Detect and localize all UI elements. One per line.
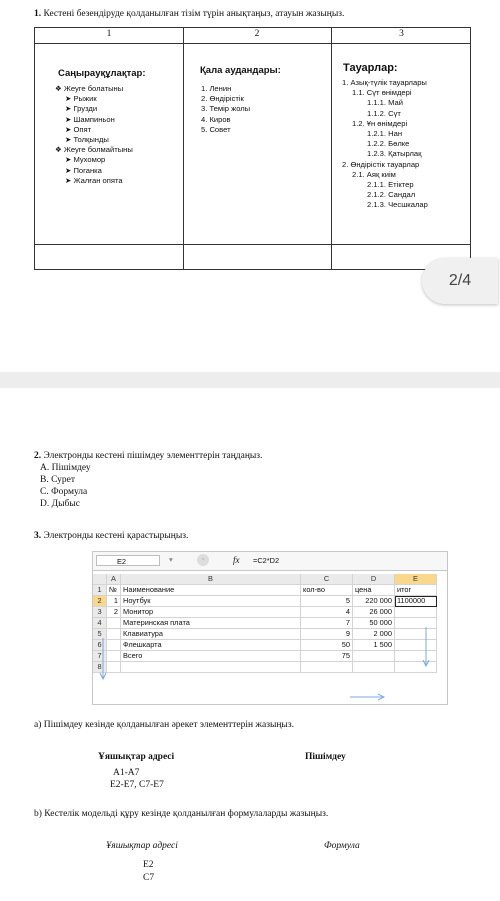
- list-item: 1.1.2. Сүт: [367, 108, 401, 118]
- name-box[interactable]: E2: [96, 555, 160, 566]
- district-list: [201, 84, 250, 135]
- row-header[interactable]: 3: [93, 607, 107, 618]
- list-item: 1. Ленин: [201, 84, 232, 93]
- dropdown-icon[interactable]: ▾: [169, 555, 173, 564]
- sheet-cell[interactable]: №: [107, 585, 121, 596]
- task1-title-text: Кестені безендіруде қолданылған тізім түрін анықтаңыз, атауын жазыңыз.: [43, 9, 345, 19]
- list-item: ➤ Опят: [65, 124, 92, 134]
- list-item: ➤ Жалған опята: [65, 175, 123, 185]
- sheet-cell[interactable]: Клавиатура: [121, 629, 301, 640]
- sheet-cell[interactable]: 2 000: [353, 629, 395, 640]
- column-number-3: 3: [399, 29, 404, 39]
- goods-list: [342, 78, 428, 211]
- list-item: ➤ Шампиньон: [65, 114, 115, 124]
- part-b-address-2: C7: [143, 873, 155, 883]
- list-item: 2. Өндірістік: [201, 94, 244, 104]
- task1-number: 1.: [34, 9, 42, 19]
- sheet-cell[interactable]: 50: [301, 640, 353, 651]
- row-header[interactable]: 8: [93, 662, 107, 673]
- sheet-cell[interactable]: Монитор: [121, 607, 301, 618]
- sheet-cell[interactable]: 50 000: [353, 618, 395, 629]
- list-item: ➤ Поганка: [65, 165, 102, 175]
- sheet-cell[interactable]: Материнская плата: [121, 618, 301, 629]
- list-item: 1.1.1. Май: [367, 98, 403, 108]
- list-item: 4. Киров: [201, 114, 231, 124]
- sheet-cell[interactable]: 7: [301, 618, 353, 629]
- column-number-1: 1: [106, 29, 112, 39]
- sheet-cell[interactable]: Флешкарта: [121, 640, 301, 651]
- list-item: ❖ Жеуге болмайтыны: [55, 145, 133, 155]
- task3-number: 3.: [34, 531, 42, 541]
- list-item: 2.1.3. Чесшкалар: [367, 200, 428, 210]
- districts-heading: Қала аудандары:: [200, 65, 281, 76]
- list-item: ➤ Грузди: [65, 104, 98, 114]
- task2-title: [34, 450, 262, 462]
- mushroom-list: [55, 84, 133, 186]
- column-number-2: 2: [254, 29, 260, 39]
- list-item: 1.2. Ұн өнімдері: [352, 118, 408, 128]
- task2-options: [40, 462, 91, 510]
- fx-icon[interactable]: fx: [233, 555, 240, 565]
- part-b-address-1: E2: [143, 860, 154, 870]
- formula-input[interactable]: =C2*D2: [253, 556, 280, 565]
- option-d: D. Дыбыс: [40, 499, 80, 509]
- sheet-cell[interactable]: 1: [107, 596, 121, 607]
- list-item: 2.1.2. Сандал: [367, 190, 416, 200]
- row-header[interactable]: 2: [93, 596, 107, 607]
- column-header[interactable]: B: [121, 574, 301, 585]
- list-item: 1.2.3. Қатырлақ: [367, 149, 422, 159]
- list-item: 2. Өндірістік тауарлар: [342, 159, 420, 169]
- page-indicator-badge[interactable]: 2/4: [422, 258, 498, 304]
- part-a-format-header: Пішімдеу: [305, 752, 346, 762]
- list-item: 1. Азық-түлік тауарлары: [342, 78, 427, 87]
- task3-title: [34, 530, 188, 542]
- list-item: 1.2.1. Нан: [367, 129, 403, 139]
- sheet-cell[interactable]: 1100000: [395, 596, 437, 607]
- sheet-cell[interactable]: 5: [301, 596, 353, 607]
- column-header[interactable]: C: [301, 574, 353, 585]
- sheet-cell[interactable]: 75: [301, 651, 353, 662]
- option-a: A. Пішімдеу: [40, 463, 91, 473]
- row-header[interactable]: 4: [93, 618, 107, 629]
- list-item: ➤ Мухомор: [65, 155, 106, 165]
- column-header[interactable]: E: [395, 574, 437, 585]
- row-header[interactable]: 1: [93, 585, 107, 596]
- lists-table: [34, 27, 471, 270]
- sheet-cell[interactable]: 9: [301, 629, 353, 640]
- part-b-address-header: Ұяшықтар адресі: [106, 841, 178, 851]
- fill-arrows: [93, 552, 449, 706]
- list-item: 1.2.2. Бөлке: [367, 139, 410, 149]
- column-header[interactable]: D: [353, 574, 395, 585]
- spreadsheet: [92, 551, 448, 705]
- list-item: 2.1. Аяқ киім: [352, 169, 396, 179]
- task3-title-text: Электронды кестені қарастырыңыз.: [43, 531, 189, 541]
- part-b-formula-header: Формула: [324, 841, 360, 851]
- sheet-cell[interactable]: цена: [353, 585, 395, 596]
- mushrooms-heading: Саңырауқұлақтар:: [58, 68, 146, 79]
- task2-number: 2.: [34, 451, 42, 461]
- sheet-cell[interactable]: Всего: [121, 651, 301, 662]
- row-header[interactable]: 6: [93, 640, 107, 651]
- page-separator: [0, 372, 500, 388]
- list-item: ❖ Жеуге болатыны: [55, 84, 124, 93]
- task1-title: [34, 8, 344, 20]
- sheet-cell[interactable]: 1 500: [353, 640, 395, 651]
- list-item: 2.1.1. Етіктер: [367, 180, 414, 190]
- sheet-cell[interactable]: кол-во: [301, 585, 353, 596]
- sheet-cell[interactable]: 220 000: [353, 596, 395, 607]
- part-a-address-header: Ұяшықтар адресі: [98, 752, 175, 762]
- part-b-label: b) Кестелік модельді құру кезінде қолданылған формулаларды жазыңыз.: [34, 809, 329, 819]
- sheet-cell[interactable]: 26 000: [353, 607, 395, 618]
- part-a-address-1: A1-A7: [113, 768, 140, 778]
- list-item: ➤ Рыжик: [65, 94, 97, 104]
- row-header[interactable]: 5: [93, 629, 107, 640]
- task2-title-text: Электронды кестені пішімдеу элементтерін таңдаңыз.: [43, 451, 263, 461]
- option-b: B. Сурет: [40, 475, 76, 485]
- sheet-cell[interactable]: 4: [301, 607, 353, 618]
- list-item: 1.1. Сүт өнімдері: [352, 88, 412, 98]
- row-header[interactable]: 7: [93, 651, 107, 662]
- option-c: C. Формула: [40, 487, 88, 497]
- sheet-cell[interactable]: Ноутбук: [121, 596, 301, 607]
- part-a-label: a) Пішімдеу кезінде қолданылған әрекет элементтерін жазыңыз.: [34, 720, 294, 730]
- part-a-address-2: E2-E7, C7-E7: [110, 780, 164, 790]
- cancel-icon[interactable]: ◦: [197, 554, 209, 566]
- list-item: 3. Темір жолы: [201, 104, 251, 114]
- list-item: ➤ Толқынды: [65, 135, 109, 145]
- sheet-cell[interactable]: 2: [107, 607, 121, 618]
- column-header[interactable]: A: [107, 574, 121, 585]
- list-item: 5. Совет: [201, 124, 231, 134]
- sheet-cell[interactable]: итог: [395, 585, 437, 596]
- sheet-cell[interactable]: Наименование: [121, 585, 301, 596]
- goods-heading: Тауарлар:: [343, 62, 398, 74]
